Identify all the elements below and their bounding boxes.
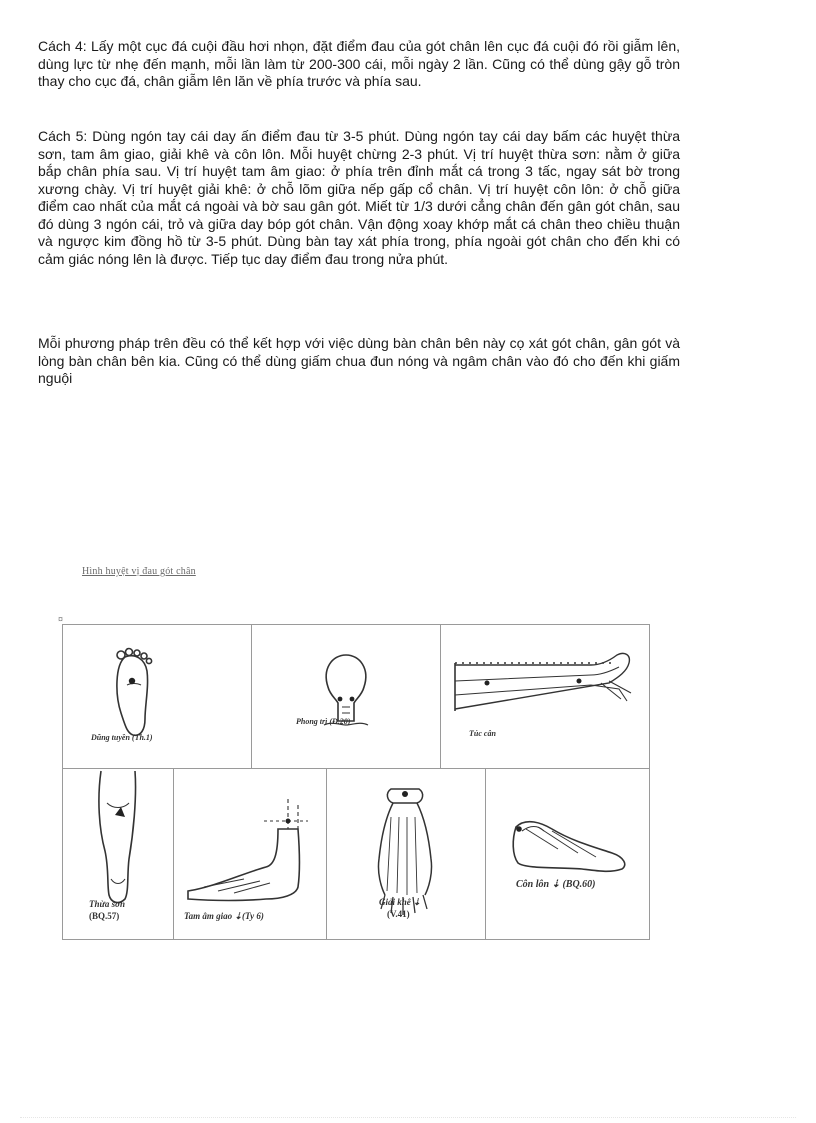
foot-outer-illustration (486, 769, 649, 939)
figure-cell-phong-tri (251, 624, 441, 769)
figure-cell-tuc-can (440, 624, 650, 769)
label-dung-tuyen: Dũng tuyền (Th.1) (91, 733, 153, 742)
paragraph-summary: Mỗi phương pháp trên đều có thể kết hợp với việc dùng bàn chân bên này cọ xát gót chân, gân gót và lòng bàn chân bên kia. Cũng có thể dùng giấm chua đun nóng và ngâm chân vào đó cho đến khi giấm nguội (38, 335, 680, 386)
label-phong-tri: Phong trì (Đ.20) (296, 717, 351, 726)
label-giai-khe: Giải khê ⇣ (379, 897, 421, 907)
label-tam-am-giao: Tam âm giao ⇣(Ty 6) (184, 911, 264, 921)
page-bottom-divider (20, 1117, 796, 1118)
head-back-illustration (252, 625, 440, 768)
label-thua-son: Thừa sơn (89, 899, 125, 909)
leg-side-illustration (441, 625, 649, 768)
figure-cell-thua-son (62, 768, 174, 940)
figure-cell-tam-am-giao (173, 768, 327, 940)
label-giai-khe-code: (V.41) (387, 909, 410, 919)
figure-cell-giai-khe (326, 768, 486, 940)
paragraph-method-4: Cách 4: Lấy một cục đá cuội đầu hơi nhọn, đặt điểm đau của gót chân lên cục đá cuội đó rồi giẫm lên, dùng lực từ nhẹ đến mạnh, mỗi lần làm từ 200-300 cái, mỗi ngày 2 lần. Cũng có thể dùng gậy gỗ tròn thay cho cục đá, chân giẫm lên lăn về phía trước và phía sau. (38, 38, 680, 89)
label-tuc-can: Túc cân (469, 729, 496, 738)
anchor-icon: ¤ (58, 614, 64, 624)
foot-sole-illustration (63, 625, 251, 768)
acupoint-figure-grid (62, 624, 650, 940)
label-con-lon: Côn lôn ⇣ (BQ.60) (516, 879, 596, 890)
label-thua-son-code: (BQ.57) (89, 911, 120, 921)
paragraph-method-5: Cách 5: Dùng ngón tay cái day ấn điểm đau từ 3-5 phút. Dùng ngón tay cái day bấm các huyệt thừa sơn, tam âm giao, giải khê và côn lôn. Mỗi huyệt chừng 2-3 phút. Vị trí huyệt thừa sơn: nằm ở giữa bắp chân phía sau. Vị trí huyệt tam âm giao: ở phía trên đỉnh mắt cá trong 3 tấc, ngay sát bờ trong xương chày. Vị trí huyệt giải khê: ở chỗ lõm giữa nếp gấp cổ chân. Vị trí huyệt côn lôn: ở chỗ giữa điểm cao nhất của mắt cá ngoài và bờ sau gân gót. Miết từ 1/3 dưới cẳng chân đến gân gót chân, sau đó dùng 3 ngón cái, trỏ và giữa day bóp gót chân. Vận động xoay khớp mắt cá chân theo chiều thuận và ngược kim đồng hồ từ 3-5 phút. Dùng bàn tay xát phía trong, phía ngoài gót chân cho đến khi có cảm giác nóng lên là được. Tiếp tục day điểm đau trong nửa phút. (38, 128, 680, 267)
figure-caption: Hình huyệt vị đau gót chân (82, 566, 196, 577)
figure-cell-dung-tuyen (62, 624, 252, 769)
figure-cell-con-lon (485, 768, 650, 940)
